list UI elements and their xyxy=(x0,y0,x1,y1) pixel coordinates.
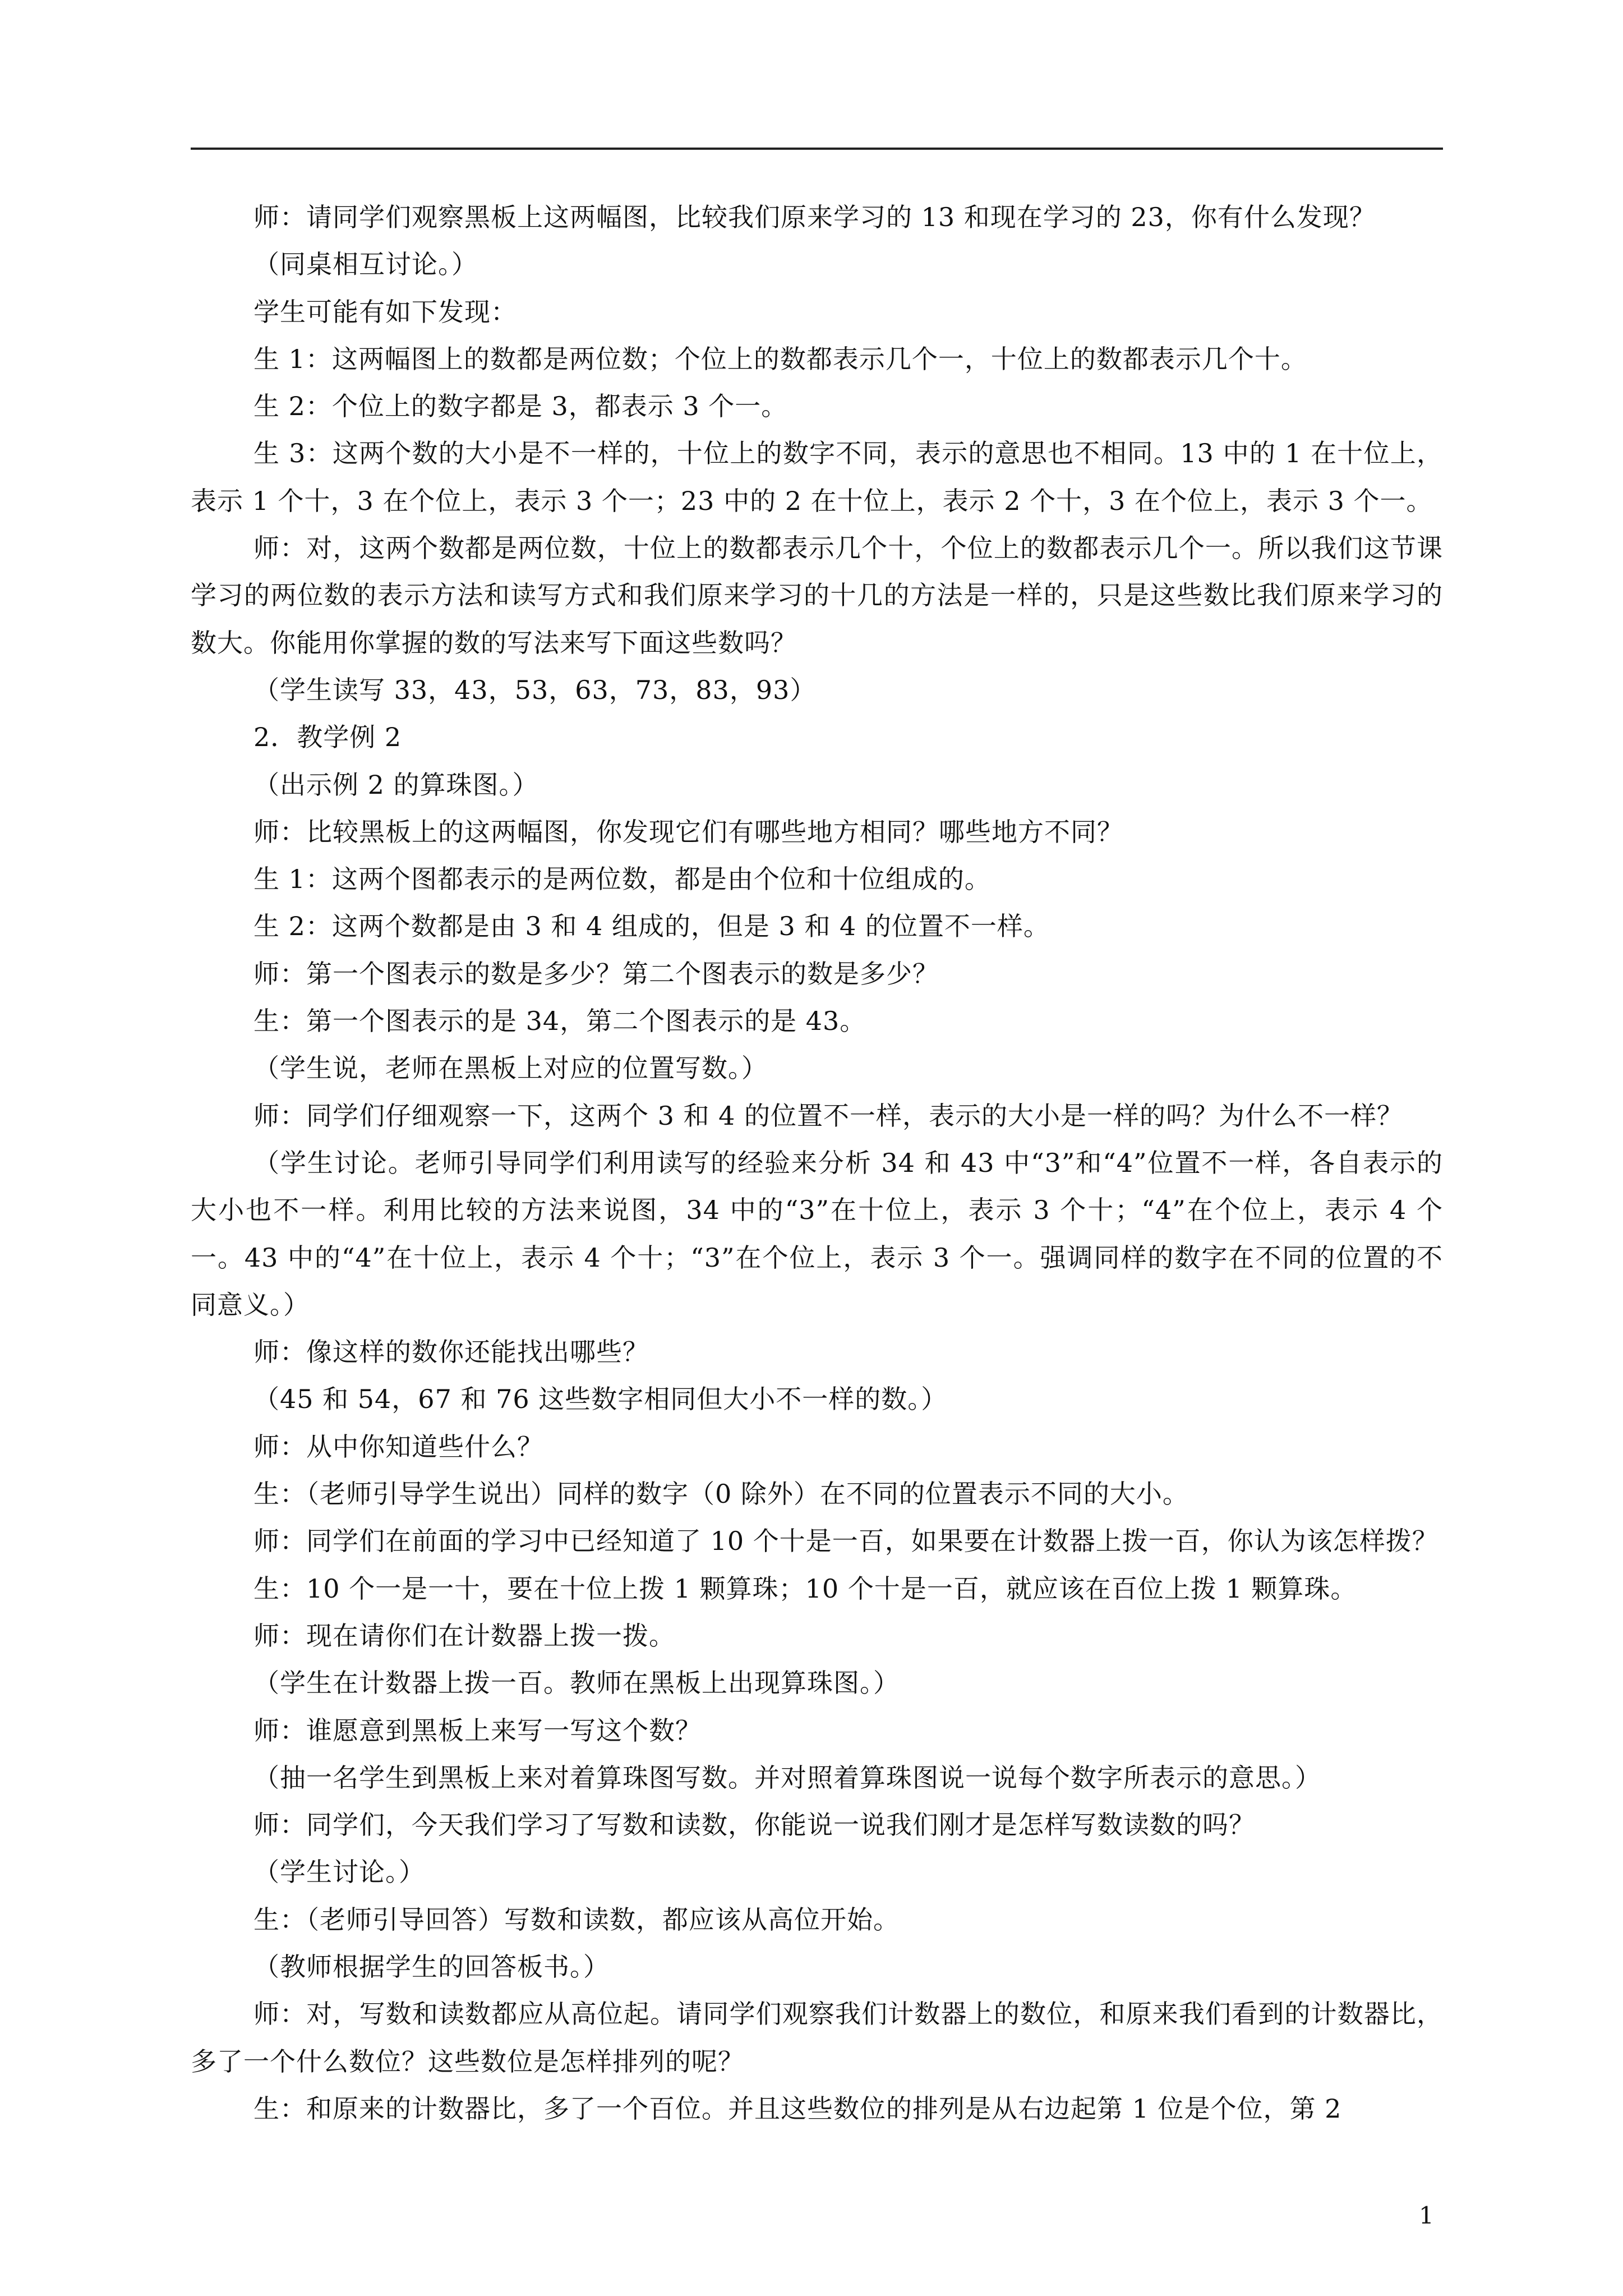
paragraph: 2．教学例 2 xyxy=(253,722,402,753)
page-number: 1 xyxy=(1419,2202,1434,2229)
paragraph: （学生讨论。） xyxy=(253,1857,425,1888)
paragraph: 师：对，写数和读数都应从高位起。请同学们观察我们计数器上的数位，和原来我们看到的计数器比，多了一个什么数位？这些数位是怎样排列的呢？ xyxy=(191,1999,1443,2077)
paragraph: 师：同学们仔细观察一下，这两个 3 和 4 的位置不一样，表示的大小是一样的吗？为什么不一样？ xyxy=(253,1100,1404,1131)
document-body xyxy=(191,194,1443,2132)
paragraph: 师：比较黑板上的这两幅图，你发现它们有哪些地方相同？哪些地方不同？ xyxy=(253,816,1123,847)
paragraph: 生：第一个图表示的是 34，第二个图表示的是 43。 xyxy=(253,1006,866,1037)
paragraph: 生 2：这两个数都是由 3 和 4 组成的，但是 3 和 4 的位置不一样。 xyxy=(253,911,1050,942)
paragraph: （学生说，老师在黑板上对应的位置写数。） xyxy=(253,1053,768,1084)
paragraph: 生：（老师引导回答）写数和读数，都应该从高位开始。 xyxy=(253,1904,900,1935)
paragraph: 学生可能有如下发现： xyxy=(253,296,517,327)
paragraph: 生：10 个一是一十，要在十位上拨 1 颗算珠；10 个十是一百，就应该在百位上拨 1 颗算珠。 xyxy=(253,1573,1357,1604)
paragraph: 师：第一个图表示的数是多少？第二个图表示的数是多少？ xyxy=(253,958,939,989)
paragraph: 生 2：个位上的数字都是 3，都表示 3 个一。 xyxy=(253,391,788,422)
paragraph: 生：（老师引导学生说出）同样的数字（0 除外）在不同的位置表示不同的大小。 xyxy=(253,1479,1189,1510)
paragraph: 生：和原来的计数器比，多了一个百位。并且这些数位的排列是从右边起第 1 位是个位，第 2 xyxy=(253,2093,1342,2124)
paragraph: （出示例 2 的算珠图。） xyxy=(253,769,539,800)
paragraph: 师：同学们在前面的学习中已经知道了 10 个十是一百，如果要在计数器上拨一百，你认为该怎样拨？ xyxy=(253,1526,1438,1557)
paragraph: （抽一名学生到黑板上来对着算珠图写数。并对照着算珠图说一说每个数字所表示的意思。） xyxy=(253,1762,1321,1793)
paragraph: 生 1：这两幅图上的数都是两位数；个位上的数都表示几个一，十位上的数都表示几个十。 xyxy=(253,343,1307,374)
paragraph: （学生讨论。老师引导同学们利用读写的经验来分析 34 和 43 中“3”和“4”位置不一样，各自表示的大小也不一样。利用比较的方法来说图，34 中的“3”在十位上，表示 3 个十；“4”在个位上，表示 4 个一。43 中的“4”在十位上，表示 4 个十；“3”在个位上，表示 3 个一。强调同样的数字在不同的位置的不同意义。） xyxy=(191,1147,1443,1320)
paragraph: 师：同学们，今天我们学习了写数和读数，你能说一说我们刚才是怎样写数读数的吗？ xyxy=(253,1810,1255,1841)
paragraph: 师：谁愿意到黑板上来写一写这个数？ xyxy=(253,1715,702,1746)
paragraph: 生 3：这两个数的大小是不一样的，十位上的数字不同，表示的意思也不相同。13 中的 1 在十位上，表示 1 个十，3 在个位上，表示 3 个一；23 中的 2 在十位上，表示 2 个十，3 在个位上，表示 3 个一。 xyxy=(191,438,1443,516)
paragraph: 师：从中你知道些什么？ xyxy=(253,1431,543,1462)
paragraph: （学生读写 33，43，53，63，73，83，93） xyxy=(253,674,817,705)
paragraph: 师：对，这两个数都是两位数，十位上的数都表示几个十，个位上的数都表示几个一。所以我们这节课学习的两位数的表示方法和读写方式和我们原来学习的十几的方法是一样的，只是这些数比我们原来学习的数大。你能用你掌握的数的写法来写下面这些数吗？ xyxy=(191,533,1443,658)
paragraph: 师：现在请你们在计数器上拨一拨。 xyxy=(253,1620,675,1651)
header-rule xyxy=(191,148,1443,150)
paragraph: （45 和 54，67 和 76 这些数字相同但大小不一样的数。） xyxy=(253,1384,948,1415)
paragraph: （同桌相互讨论。） xyxy=(253,249,478,280)
paragraph: 师：像这样的数你还能找出哪些？ xyxy=(253,1337,649,1368)
paragraph: （学生在计数器上拨一百。教师在黑板上出现算珠图。） xyxy=(253,1668,900,1699)
paragraph: 师：请同学们观察黑板上这两幅图，比较我们原来学习的 13 和现在学习的 23，你有什么发现？ xyxy=(253,202,1376,232)
paragraph: 生 1：这两个图都表示的是两位数，都是由个位和十位组成的。 xyxy=(253,864,991,895)
paragraph: （教师根据学生的回答板书。） xyxy=(253,1951,610,1982)
